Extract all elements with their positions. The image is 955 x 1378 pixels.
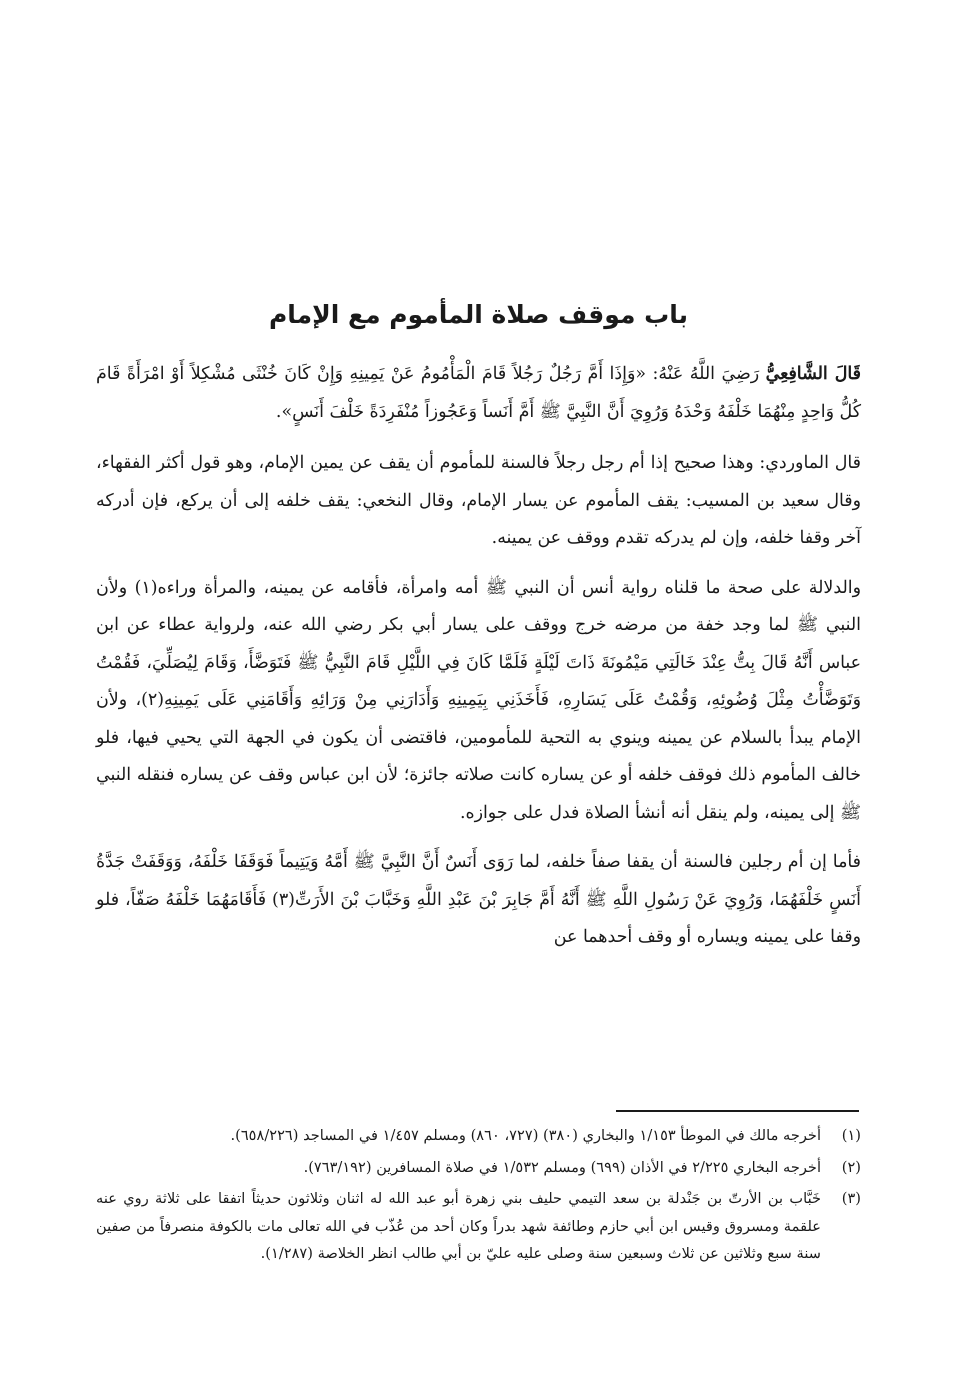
footnote-number: (١) <box>841 1127 861 1144</box>
shafii-statement: رَضِيَ اللَّهُ عَنْهُ: «وَإِذَا أَمَّ رَجُلٌ رَجُلاً قَامَ الْمَأْمُومُ عَنْ يَمِينِهِ وَإِنْ كَانَ خُنْثَى مُشْكِلاً أَوْ امْرَأَةً قَامَ كُلُّ وَاحِدٍ مِنْهُمَا خَلْفَهُ وَحْدَهُ وَرُوِيَ أَنَّ النَّبِيَّ ﷺ أَمَّ أَنَساً وَعَجُوزاً مُنْفَرِدَةً خَلْفَ أَنَسٍ». <box>96 364 861 422</box>
footnote-text: خَبَّاب بن الأرتّ بن جَنْدلة بن سعد التيمي حليف بني زهرة أبو عبد الله له اثنان وثلاثون حديثاً اتفقا على ثلاثة روي عنه علقمة ومسروق وقيس ابن أبي حازم وطائفة شهد بدراً وكان أحد من عُذّب في الله تعالى مات بالكوفة منصرفاً من صفين سنة سبع وثلاثين عن ثلاث وسبعين سنة وصلى عليه عليّ بن أبي طالب انظر الخلاصة (١/٢٨٧). <box>96 1190 821 1262</box>
page-content <box>96 290 861 957</box>
footnote-text: أخرجه البخاري ٢/٢٢٥ في الأذان (٦٩٩) ومسلم ١/٥٣٢ في صلاة المسافرين (٧٦٣/١٩٢). <box>303 1158 821 1176</box>
footnote-divider <box>616 1110 859 1112</box>
footnote-number: (٣) <box>841 1190 861 1207</box>
footnote-number: (٢) <box>841 1158 861 1176</box>
footnote-text: أخرجه مالك في الموطأ ١/١٥٣ والبخاري (٣٨٠) (٧٢٧، ٨٦٠) ومسلم ١/٤٥٧ في المساجد (٦٥٨/٢٢٦). <box>230 1127 821 1144</box>
shafii-speaker: قَالَ الشَّافِعِيُّ <box>765 364 862 384</box>
shafii-text <box>96 356 861 431</box>
footnotes <box>96 1122 861 1272</box>
footnote <box>96 1154 861 1182</box>
chapter-title: باب موقف صلاة المأموم مع الإمام <box>268 300 689 329</box>
body-paragraph: والدلالة على صحة ما قلناه رواية أنس أن النبي ﷺ أمه وامرأة، فأقامه عن يمينه، والمرأة وراءه(١) ولأن النبي ﷺ لما وجد خفة من مرضه خرج ووقف على يسار أبي بكر رضي الله عنه، ولرواية عطاء عن ابن عباس أَنَّهُ قَالَ بِتُّ عِنْدَ خَالَتِي مَيْمُونَةَ ذَاتَ لَيْلَةٍ فَلَمَّا كَانَ فِي اللَّيْلِ قَامَ النَّبِيُّ ﷺ فَتَوَضَّأَ، وَقَامَ لِيُصَلِّيَ، فَقُمْتُ وَتَوَضَّأْتُ مِثْلَ وُضُوئِهِ، وَقُمْتُ عَلَى يَسَارِهِ، فَأَخَذَنِي بِيَمِينِهِ وَأَدَارَنِي مِنْ وَرَائِهِ وَأَقَامَنِي عَلَى يَمِينِهِ(٢)، ولأن الإمام يبدأ بالسلام عن يمينه وينوي به التحية للمأمومين، فاقتضى أن يكون في الجهة التي يحيي فيها، فلو خالف المأموم ذلك فوقف خلفه أو عن يساره كانت صلاته جائزة؛ لأن ابن عباس وقف عن يساره فنقله النبي ﷺ إلى يمينه، ولم ينقل أنه أنشأ الصلاة فدل على جوازه. <box>96 577 862 823</box>
body-paragraph: قال الماوردي: وهذا صحيح إذا أم رجل رجلاً فالسنة للمأموم أن يقف عن يمين الإمام، وهو قول أكثر الفقهاء، وقال سعيد بن المسيب: يقف المأموم عن يسار الإمام، وقال النخعي: يقف خلفه إلى أن يركع، فإن أدركه آخر وقفا خلفه، وإن لم يدركه تقدم ووقف عن يمينه. <box>96 453 861 548</box>
footnote <box>96 1185 861 1268</box>
body-paragraph: فأما إن أم رجلين فالسنة أن يقفا صفاً خلفه، لما رَوَى أَنَسٌ أَنَّ النَّبِيَّ ﷺ أَمَّهُ وَيَتِيماً فَوَقَفَا خَلْفَهُ، وَوَقَفَتْ جَدَّةُ أَنَسٍ خَلْفَهُمَا، وَرُوِيَ عَنْ رَسُولِ اللَّهِ ﷺ أَنَّهُ أَمَّ جَابِرَ بْنَ عَبْدِ اللَّهِ وَخَبَّابَ بْنَ الأَرَتِّ(٣) فَأَقَامَهُمَا خَلْفَهُ صَفّاً، فلو وقفا على يمينه ويساره أو وقف أحدهما عن <box>96 852 861 947</box>
footnote <box>96 1122 861 1150</box>
